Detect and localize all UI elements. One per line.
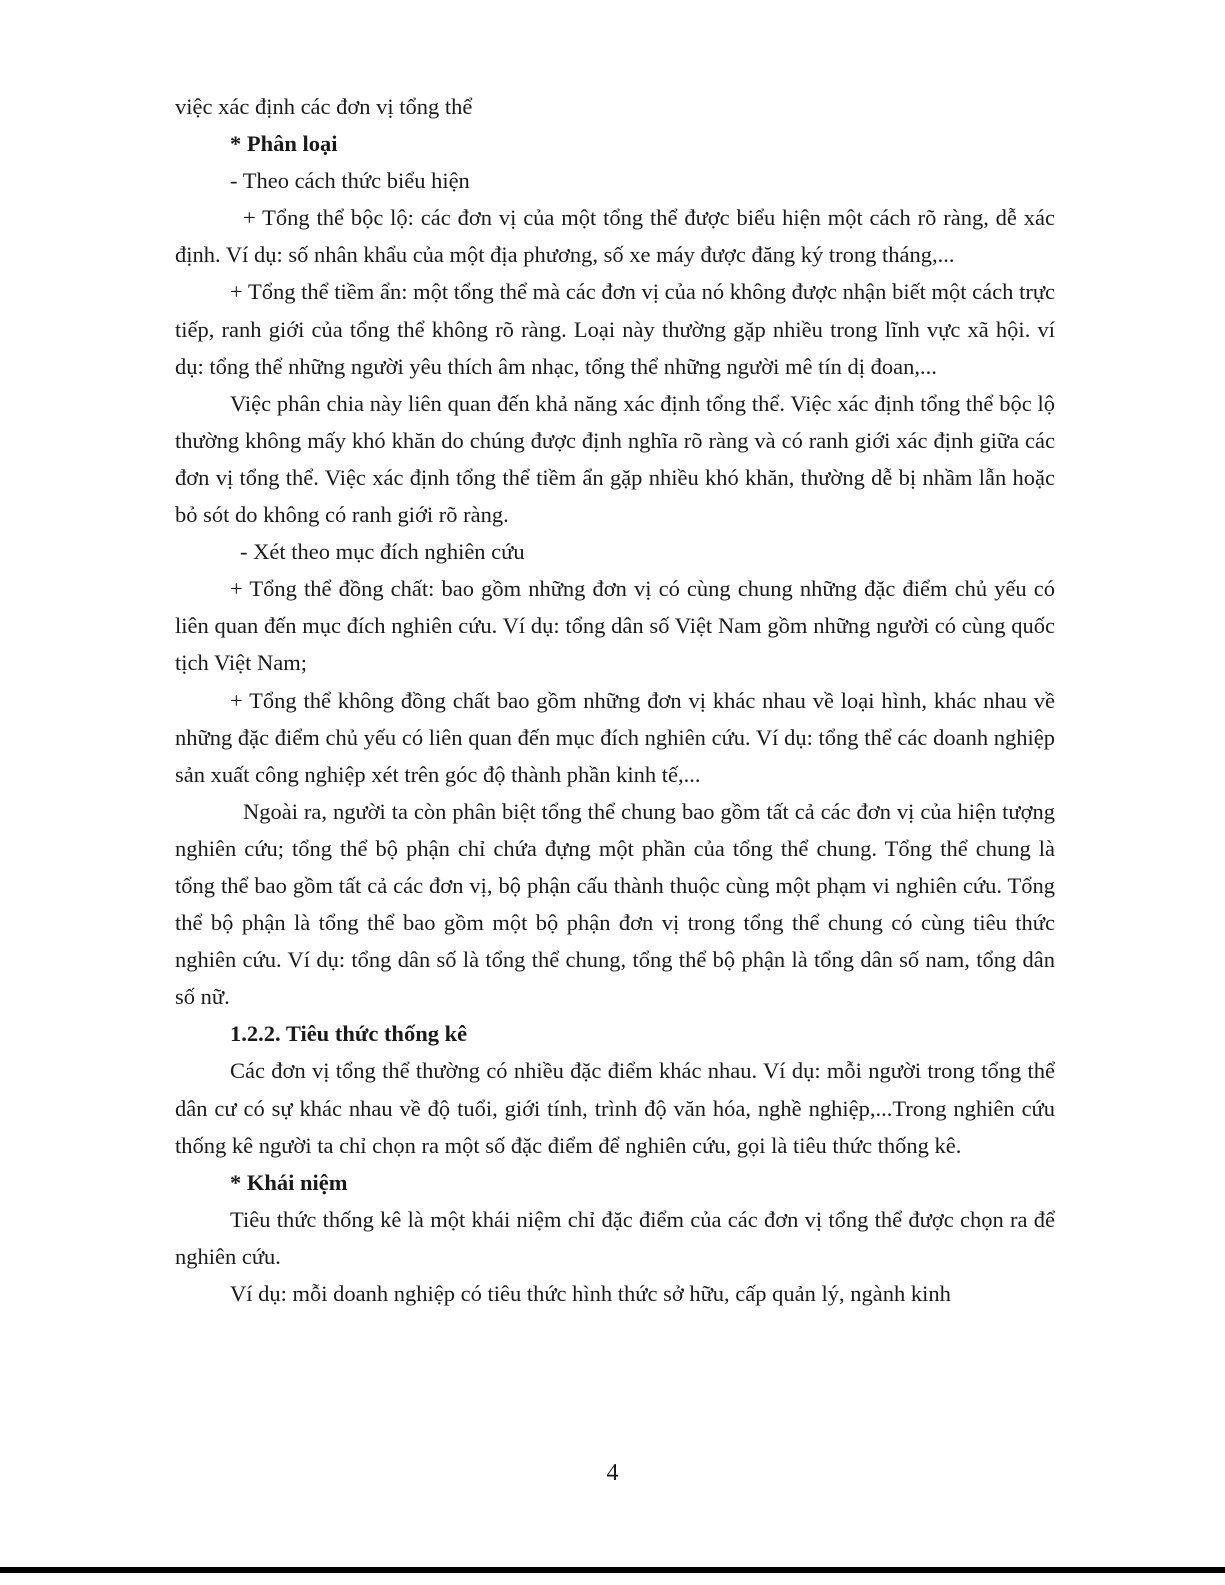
scan-bottom-edge [0,1567,1225,1573]
heading-classification: * Phân loại [230,131,338,157]
subheading-by-purpose: - Xét theo mục đích nghiên cứu [240,539,525,565]
paragraph-explicit-population: + Tổng thể bộc lộ: các đơn vị của một tổng thể được biểu hiện một cách rõ ràng, dễ xác định. Ví dụ: số nhân khẩu của một địa phương, số xe máy được đăng ký trong tháng,... [175,205,1055,268]
document-body [175,88,1055,1312]
paragraph-general-and-partial: Ngoài ra, người ta còn phân biệt tổng thể chung bao gồm tất cả các đơn vị của hiện tượng nghiên cứu; tổng thể bộ phận chỉ chứa đựng một phần của tổng thể chung. Tổng thể chung là tổng thể bao gồm tất cả các đơn vị, bộ phận cấu thành thuộc cùng một phạm vi nghiên cứu. Tổng thể bộ phận là tổng thể bao gồm một bộ phận đơn vị trong tổng thể chung có cùng tiêu thức nghiên cứu. Ví dụ: tổng dân số là tổng thể chung, tổng thể bộ phận là tổng dân số nam, tổng dân số nữ. [175,798,1055,1010]
subheading-by-expression: - Theo cách thức biểu hiện [230,168,470,194]
paragraph-continuation: việc xác định các đơn vị tổng thể [175,94,473,119]
paragraph-concept-definition: Tiêu thức thống kê là một khái niệm chỉ đặc điểm của các đơn vị tổng thể được chọn ra để nghiên cứu. [175,1206,1055,1269]
page-number: 4 [606,1460,619,1486]
section-heading-statistical-criteria: 1.2.2. Tiêu thức thống kê [230,1021,468,1047]
paragraph-homogeneous-population: + Tổng thể đồng chất: bao gồm những đơn vị có cùng chung những đặc điểm chủ yếu có liên quan đến mục đích nghiên cứu. Ví dụ: tổng dân số Việt Nam gồm những người có cùng quốc tịch Việt Nam; [175,576,1055,676]
paragraph-heterogeneous-population: + Tổng thể không đồng chất bao gồm những đơn vị khác nhau về loại hình, khác nhau về những đặc điểm chủ yếu có liên quan đến mục đích nghiên cứu. Ví dụ: tổng thể các doanh nghiệp sản xuất công nghiệp xét trên góc độ thành phần kinh tế,... [175,687,1055,787]
paragraph-division-note: Việc phân chia này liên quan đến khả năng xác định tổng thể. Việc xác định tổng thể bộc lộ thường không mấy khó khăn do chúng được định nghĩa rõ ràng và có ranh giới xác định giữa các đơn vị tổng thể. Việc xác định tổng thể tiềm ẩn gặp nhiều khó khăn, thường dễ bị nhầm lẫn hoặc bỏ sót do không có ranh giới rõ ràng. [175,390,1055,528]
paragraph-latent-population: + Tổng thể tiềm ẩn: một tổng thể mà các đơn vị của nó không được nhận biết một cách trực tiếp, ranh giới của tổng thể không rõ ràng. Loại này thường gặp nhiều trong lĩnh vực xã hội. ví dụ: tổng thể những người yêu thích âm nhạc, tổng thể những người mê tín dị đoan,... [175,279,1055,379]
paragraph-criteria-intro: Các đơn vị tổng thể thường có nhiều đặc điểm khác nhau. Ví dụ: mỗi người trong tổng thể dân cư có sự khác nhau về độ tuổi, giới tính, trình độ văn hóa, nghề nghiệp,...Trong nghiên cứu thống kê người ta chỉ chọn ra một số đặc điểm để nghiên cứu, gọi là tiêu thức thống kê. [175,1058,1055,1158]
heading-concept: * Khái niệm [230,1169,348,1195]
paragraph-example: Ví dụ: mỗi doanh nghiệp có tiêu thức hình thức sở hữu, cấp quản lý, ngành kinh [230,1281,951,1306]
